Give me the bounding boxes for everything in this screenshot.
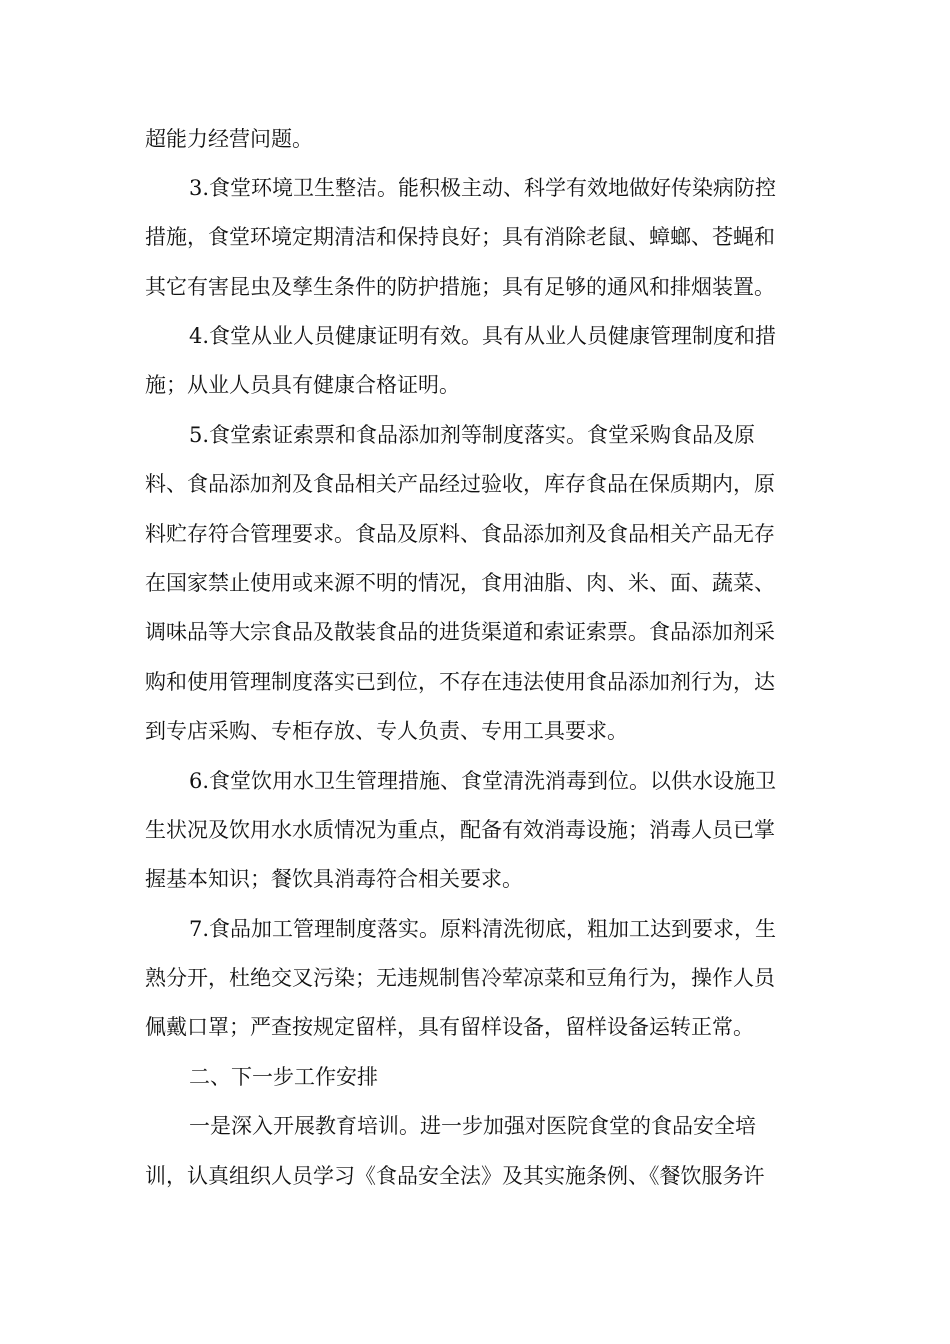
paragraph-line: 调味品等大宗食品及散装食品的进货渠道和索证索票。食品添加剂采	[145, 620, 775, 644]
paragraph-line: 3.食堂环境卫生整洁。能积极主动、科学有效地做好传染病防控	[189, 176, 777, 200]
paragraph-line: 训，认真组织人员学习《食品安全法》及其实施条例、《餐饮服务许	[145, 1164, 765, 1188]
paragraph-line: 购和使用管理制度落实已到位，不存在违法使用食品添加剂行为，达	[145, 670, 775, 694]
paragraph-line: 7.食品加工管理制度落实。原料清洗彻底，粗加工达到要求，生	[189, 917, 777, 941]
paragraph-line: 措施，食堂环境定期清洁和保持良好；具有消除老鼠、蟑螂、苍蝇和	[145, 225, 775, 249]
section-heading: 二、下一步工作安排	[189, 1065, 378, 1089]
paragraph-line: 4.食堂从业人员健康证明有效。具有从业人员健康管理制度和措	[189, 324, 777, 348]
paragraph-line: 料、食品添加剂及食品相关产品经过验收，库存食品在保质期内，原	[145, 472, 775, 496]
paragraph-line: 熟分开，杜绝交叉污染；无违规制售冷荤凉菜和豆角行为，操作人员	[145, 966, 775, 990]
paragraph-line: 其它有害昆虫及孳生条件的防护措施；具有足够的通风和排烟装置。	[145, 275, 775, 299]
paragraph-line: 佩戴口罩；严查按规定留样，具有留样设备，留样设备运转正常。	[145, 1015, 754, 1039]
paragraph-line: 超能力经营问题。	[145, 127, 313, 151]
paragraph-line: 生状况及饮用水水质情况为重点，配备有效消毒设施；消毒人员已掌	[145, 818, 775, 842]
paragraph-line: 施；从业人员具有健康合格证明。	[145, 373, 460, 397]
paragraph-line: 料贮存符合管理要求。食品及原料、食品添加剂及食品相关产品无存	[145, 522, 775, 546]
paragraph-line: 在国家禁止使用或来源不明的情况，食用油脂、肉、米、面、蔬菜、	[145, 571, 775, 595]
paragraph-line: 一是深入开展教育培训。进一步加强对医院食堂的食品安全培	[189, 1114, 756, 1138]
paragraph-line: 5.食堂索证索票和食品添加剂等制度落实。食堂采购食品及原	[189, 423, 756, 447]
paragraph-line: 握基本知识；餐饮具消毒符合相关要求。	[145, 867, 523, 891]
paragraph-line: 6.食堂饮用水卫生管理措施、食堂清洗消毒到位。以供水设施卫	[189, 769, 777, 793]
paragraph-line: 到专店采购、专柜存放、专人负责、专用工具要求。	[145, 719, 628, 743]
